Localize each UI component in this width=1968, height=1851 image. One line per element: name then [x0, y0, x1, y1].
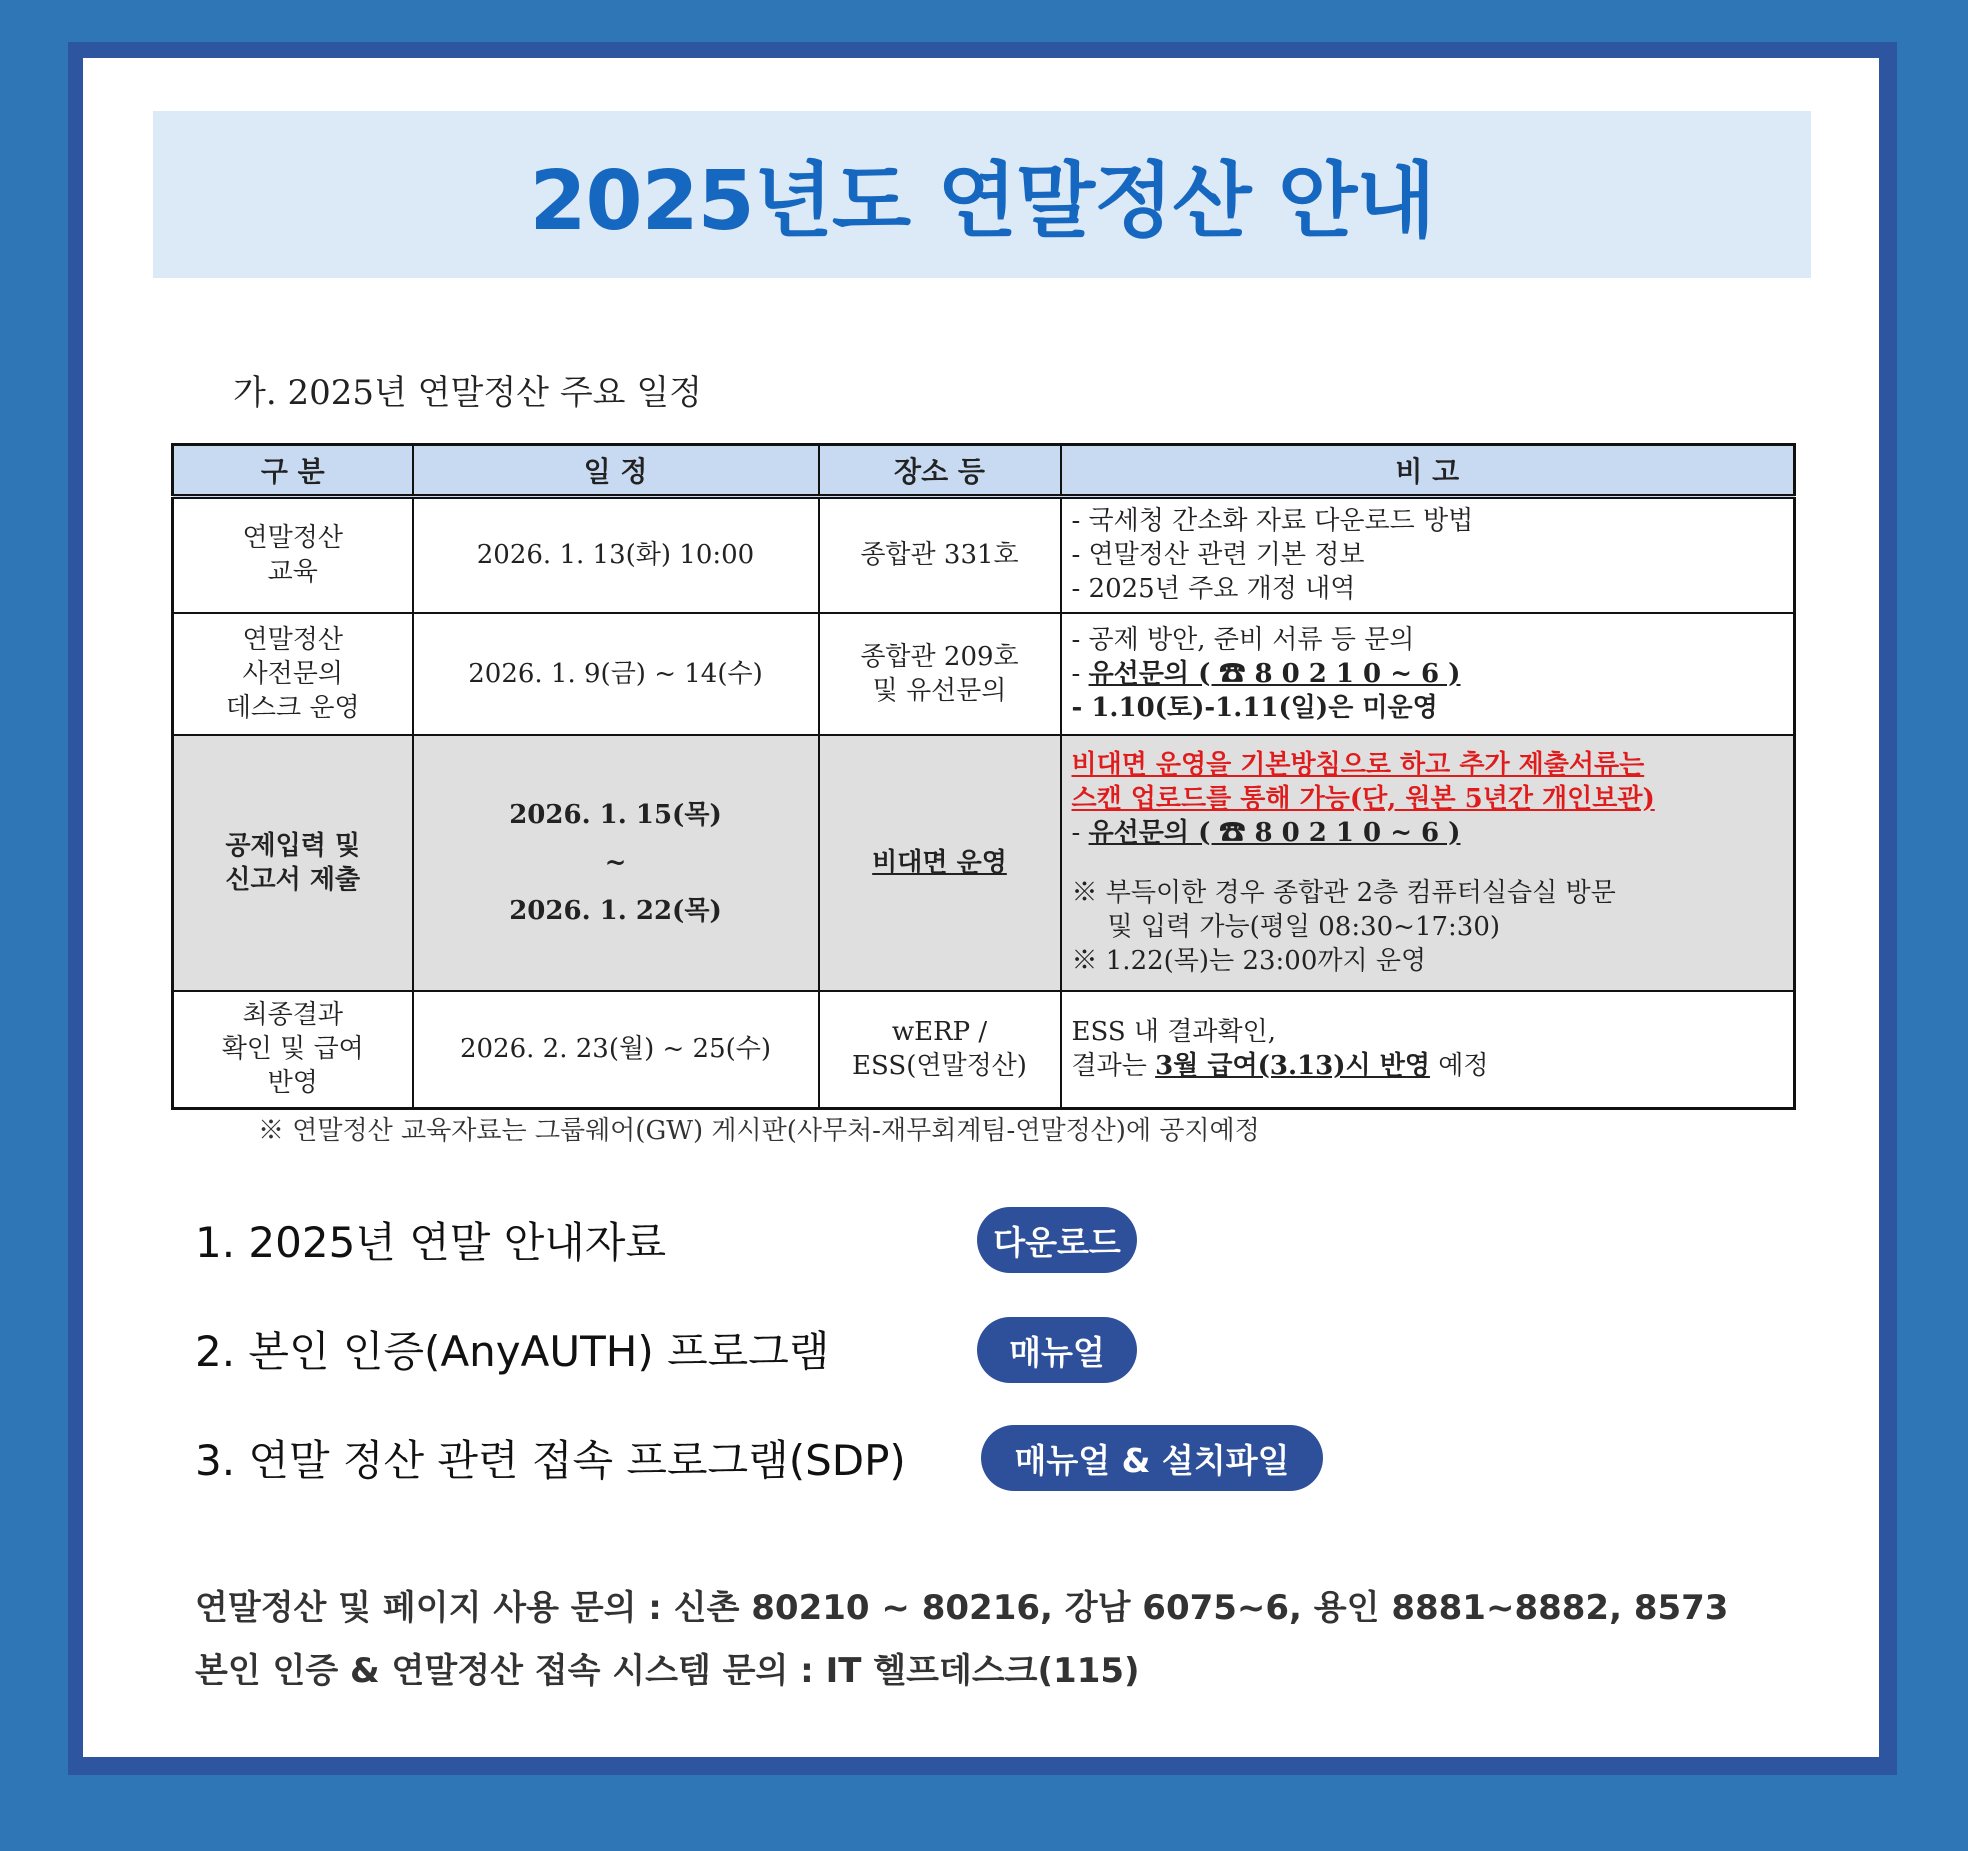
link-label-anyauth: 2. 본인 인증(AnyAUTH) 프로그램 [195, 1327, 830, 1376]
contact-helpdesk: 본인 인증 & 연말정산 접속 시스템 문의 : IT 헬프데스크(115) [195, 1651, 1140, 1691]
col-header-notes: 비 고 [1061, 445, 1795, 497]
cell-category: 연말정산 교육 [173, 497, 413, 613]
col-header-place: 장소 등 [819, 445, 1061, 497]
policy-note: 비대면 운영을 기본방침으로 하고 추가 제출서류는 [1071, 749, 1645, 780]
cell-notes: ESS 내 결과확인, 결과는 3월 급여(3.13)시 반영 예정 [1061, 991, 1795, 1109]
page-title: 2025년도 연말정산 안내 [529, 154, 1435, 249]
cell-notes: - 국세청 간소화 자료 다운로드 방법 - 연말정산 관련 기본 정보 - 2025년 주요 개정 내역 [1061, 497, 1795, 613]
cell-place: 종합관 331호 [819, 497, 1061, 613]
link-label-guide: 1. 2025년 연말 안내자료 [195, 1218, 667, 1267]
schedule-table [171, 443, 1796, 1110]
cell-category: 연말정산 사전문의 데스크 운영 [173, 613, 413, 735]
payroll-reflect: 3월 급여(3.13)시 반영 [1155, 1051, 1430, 1082]
cell-schedule: 2026. 1. 9(금) ~ 14(수) [413, 613, 819, 735]
cell-schedule: 2026. 2. 23(월) ~ 25(수) [413, 991, 819, 1109]
manual-install-button[interactable]: 매뉴얼 & 설치파일 [981, 1425, 1323, 1491]
link-row-sdp [195, 1423, 906, 1493]
table-row [173, 497, 1795, 613]
cell-schedule: 2026. 1. 15(목) ~ 2026. 1. 22(목) [413, 735, 819, 991]
table-header-row [173, 445, 1795, 497]
cell-category: 공제입력 및 신고서 제출 [173, 735, 413, 991]
cell-place: 종합관 209호 및 유선문의 [819, 613, 1061, 735]
cell-schedule: 2026. 1. 13(화) 10:00 [413, 497, 819, 613]
table-footnote: ※ 연말정산 교육자료는 그룹웨어(GW) 게시판(사무처-재무회계팀-연말정산)에 공지예정 [258, 1116, 1260, 1146]
cell-place: 비대면 운영 [819, 735, 1061, 991]
schedule-heading: 가. 2025년 연말정산 주요 일정 [233, 373, 703, 413]
cell-category: 최종결과 확인 및 급여 반영 [173, 991, 413, 1109]
phone-inquiry: 유선문의 ( ☎ 8 0 2 1 0 ~ 6 ) [1088, 658, 1461, 689]
phone-inquiry: 유선문의 ( ☎ 8 0 2 1 0 ~ 6 ) [1088, 817, 1461, 848]
link-row-guide [195, 1205, 666, 1275]
contact-inquiry: 연말정산 및 페이지 사용 문의 : 신촌 80210 ~ 80216, 강남 6075~6, 용인 8881~8882, 8573 [195, 1588, 1729, 1628]
cell-notes: - 공제 방안, 준비 서류 등 문의 - 유선문의 ( ☎ 8 0 2 1 0 ~ 6 ) - 1.10(토)-1.11(일)은 미운영 [1061, 613, 1795, 735]
manual-button[interactable]: 매뉴얼 [977, 1317, 1137, 1383]
policy-note: 스캔 업로드를 통해 가능(단, 원본 5년간 개인보관) [1071, 783, 1655, 814]
col-header-category: 구 분 [173, 445, 413, 497]
table-row [173, 735, 1795, 991]
cell-notes: 비대면 운영을 기본방침으로 하고 추가 제출서류는 스캔 업로드를 통해 가능(단, 원본 5년간 개인보관) - 유선문의 ( ☎ 8 0 2 1 0 ~ 6 ) ※ 부득이한 경우 종합관 2층 컴퓨터실습실 방문 및 입력 가능(평일 08:30~17:30) ※ 1.22(목)는 23:00까지 운영 [1061, 735, 1795, 991]
table-row [173, 613, 1795, 735]
table-row [173, 991, 1795, 1109]
col-header-schedule: 일 정 [413, 445, 819, 497]
title-banner [153, 111, 1811, 278]
download-button[interactable]: 다운로드 [977, 1207, 1137, 1273]
link-row-anyauth [195, 1314, 829, 1384]
cell-place: wERP / ESS(연말정산) [819, 991, 1061, 1109]
link-label-sdp: 3. 연말 정산 관련 접속 프로그램(SDP) [195, 1436, 906, 1485]
notice-card [83, 58, 1879, 1757]
